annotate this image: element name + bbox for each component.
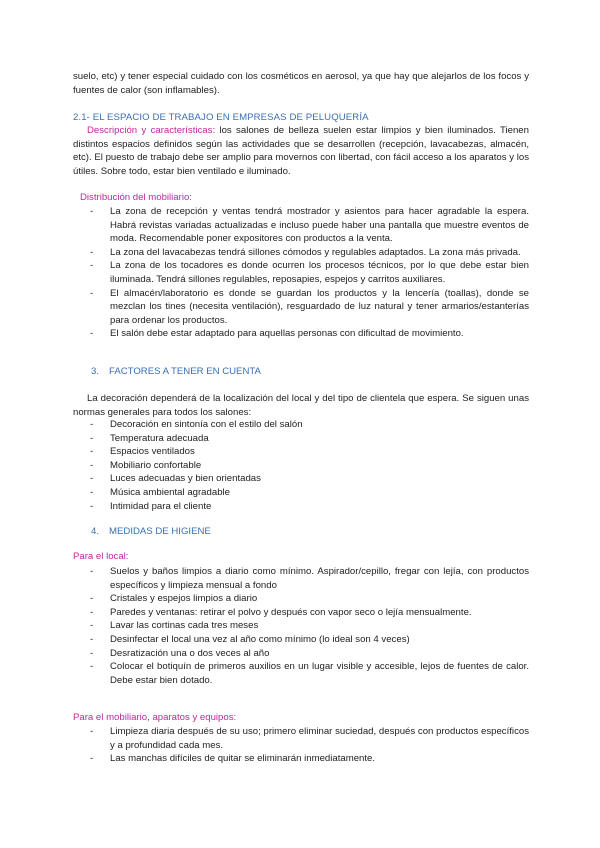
dash-bullet: -: [90, 446, 94, 458]
list-item: - La zona de recepción y ventas tendrá mostrador y asientos para hacer agradable la espera. Habrá revistas variadas actualizadas e incluso puede haber una pantalla que muestre eventos de moda. Recomendable poner expositores con productos a la venta.: [90, 206, 529, 245]
dash-bullet: -: [90, 432, 94, 444]
equipment-hygiene-list: [73, 725, 529, 766]
section-3-heading: 3. FACTORES A TENER EN CUENTA: [91, 366, 261, 377]
dash-bullet: -: [90, 486, 94, 498]
list-item: - Colocar el botiquín de primeros auxilios en un lugar visible y accesible, lejos de fuentes de calor. Debe estar bien dotado.: [90, 661, 529, 686]
dash-bullet: -: [90, 726, 94, 737]
distribution-label: Distribución del mobiliario:: [80, 192, 192, 203]
section-2-1-title: 2.1- EL ESPACIO DE TRABAJO EN EMPRESAS DE PELUQUERÍA: [73, 112, 369, 123]
dash-bullet: -: [90, 606, 94, 618]
local-label: Para el local:: [73, 551, 129, 562]
list-item: - La zona de los tocadores es donde ocurren los procesos técnicos, por lo que debe estar bien iluminada. Tendrá sillones regulables, reposapies, espejos y carritos auxiliares.: [90, 260, 529, 285]
description-label: Descripción y características:: [87, 125, 216, 136]
list-item: - Desinfectar el local una vez al año como mínimo (lo ideal son 4 veces): [90, 633, 410, 645]
dash-bullet: -: [90, 473, 94, 485]
dash-bullet: -: [90, 459, 94, 471]
dash-bullet: -: [90, 661, 94, 673]
local-hygiene-list: [73, 565, 529, 687]
list-item: - Decoración en sintonía con el estilo del salón: [90, 419, 303, 430]
dash-bullet: -: [90, 566, 94, 577]
dash-bullet: -: [90, 593, 94, 605]
list-item: - Limpieza diaria después de su uso; primero eliminar suciedad, después con productos específicos y a profundidad cada mes.: [90, 726, 529, 751]
dash-bullet: -: [90, 419, 94, 430]
list-item: - Temperatura adecuada: [90, 432, 209, 444]
dash-bullet: -: [90, 633, 94, 645]
list-item: - El salón debe estar adaptado para aquellas personas con dificultad de movimiento.: [90, 328, 464, 340]
dash-bullet: -: [90, 647, 94, 659]
list-item: - Cristales y espejos limpios a diario: [90, 593, 258, 605]
distribution-list: [73, 205, 529, 341]
section-4-title: MEDIDAS DE HIGIENE: [109, 526, 211, 537]
list-item: - Las manchas difíciles de quitar se eliminarán inmediatamente.: [90, 753, 376, 765]
list-item: - Música ambiental agradable: [90, 486, 230, 498]
list-item: - Suelos y baños limpios a diario como mínimo. Aspirador/cepillo, fregar con lejía, con productos específicos y limpieza mensual a fondo: [90, 566, 529, 591]
list-item: - La zona del lavacabezas tendrá sillones cómodos y regulables adaptados. La zona más privada.: [90, 246, 521, 258]
list-item: - Desratización una o dos veces al año: [90, 647, 270, 659]
list-item: - Intimidad para el cliente: [90, 500, 212, 512]
section-4-heading: 4. MEDIDAS DE HIGIENE: [91, 526, 211, 537]
list-item: - Espacios ventilados: [90, 446, 195, 458]
list-item: - Mobiliario confortable: [90, 459, 202, 471]
dash-bullet: -: [90, 246, 94, 258]
section-3-title: FACTORES A TENER EN CUENTA: [109, 366, 261, 377]
equipment-label: Para el mobiliario, aparatos y equipos:: [73, 712, 237, 723]
intro-paragraph: suelo, etc) y tener especial cuidado con los cosméticos en aerosol, ya que hay que alejarlos de los focos y fuentes de calor (son inflamables).: [73, 71, 529, 96]
dash-bullet: -: [90, 753, 94, 765]
description-text: los salones de belleza suelen estar limpios y bien iluminados. Tienen distintos espacios definidos según las actividades que se desarrollen (recepción, lavacabezas, almacén, etc). El puesto de trabajo debe ser amplio para movernos con libertad, con fácil acceso a los aparatos y los útiles. Sobre todo, estar bien ventilado e iluminado.: [73, 125, 529, 177]
factors-list: [73, 418, 529, 513]
dash-bullet: -: [90, 328, 94, 340]
description-paragraph: [73, 124, 529, 178]
dash-bullet: -: [90, 287, 94, 299]
dash-bullet: -: [90, 206, 94, 217]
dash-bullet: -: [90, 260, 94, 272]
list-item: - El almacén/laboratorio es donde se guardan los productos y la lencería (toallas), donde se mezclan los tines (necesita ventilación), resguardado de luz natural y tener armarios/estanterías para ordenar los productos.: [90, 287, 529, 326]
dash-bullet: -: [90, 500, 94, 512]
section-3-paragraph: La decoración dependerá de la localización del local y del tipo de clientela que espera. Se siguen unas normas generales para todos los salones:: [73, 393, 529, 418]
dash-bullet: -: [90, 620, 94, 632]
list-item: - Paredes y ventanas: retirar el polvo y después con vapor seco o lejía mensualmente.: [90, 606, 472, 618]
list-item: - Luces adecuadas y bien orientadas: [90, 473, 261, 485]
list-item: - Lavar las cortinas cada tres meses: [90, 620, 259, 632]
